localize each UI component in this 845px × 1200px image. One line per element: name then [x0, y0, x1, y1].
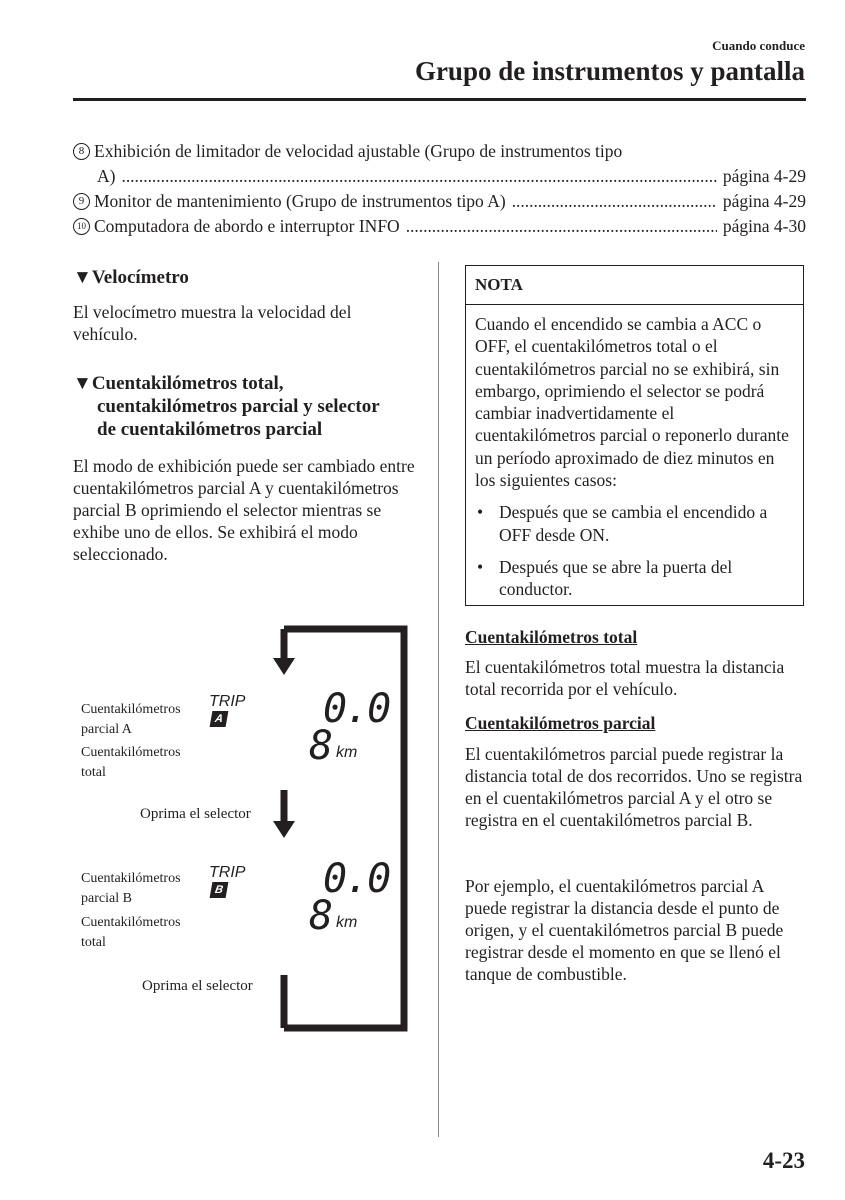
- circled-number-8: 8: [73, 143, 90, 160]
- circled-number-10: 10: [73, 218, 90, 235]
- leader-dots: [512, 189, 717, 214]
- triangle-down-icon: ▼: [73, 373, 92, 394]
- toc-item: [73, 214, 806, 239]
- paragraph: El cuentakilómetros parcial puede registrar la distancia total de dos recorridos. Uno se registra en el cuentakilómetros parcial A y el otro se registra en el cuentakilómetros parcial B.: [465, 744, 803, 830]
- trip-readout: 0.0: [323, 856, 390, 902]
- label-press-selector: Oprima el selector: [140, 806, 251, 822]
- trip-indicator-a: TRIP A: [209, 693, 246, 725]
- trip-indicator-b: TRIP B: [209, 864, 246, 896]
- trip-odometer-diagram: [73, 625, 413, 1035]
- toc-item-text: Monitor de mantenimiento (Grupo de instrumentos tipo A): [94, 191, 506, 211]
- heading-velocimetro: ▼Velocímetro: [73, 267, 189, 288]
- odometer-readout: 8: [309, 723, 334, 769]
- toc-item: [73, 139, 806, 164]
- section-label: Cuando conduce: [712, 38, 805, 53]
- arrow-down-icon: [273, 658, 295, 675]
- note-body: [466, 305, 803, 601]
- label-total: Cuentakilómetros total: [81, 745, 181, 780]
- heading-cuentakilometros: ▼Cuentakilómetros total, cuentakilómetros parcial y selector de cuentakilómetros parcial: [73, 373, 380, 440]
- arrow-down-icon: [273, 821, 295, 838]
- odometer-readout: 8: [309, 893, 334, 939]
- label-press-selector: Oprima el selector: [142, 978, 253, 994]
- toc-item-text: A): [97, 166, 116, 186]
- leader-dots: [121, 164, 716, 189]
- toc-list: [73, 139, 806, 239]
- unit-km: km: [336, 744, 358, 761]
- subheading-total: Cuentakilómetros total: [465, 627, 638, 647]
- note-bullet: • Después que se cambia el encendido a OFF desde ON.: [477, 502, 768, 545]
- paragraph: El velocímetro muestra la velocidad del vehículo.: [73, 302, 352, 344]
- page-number: 4-23: [762, 1148, 805, 1173]
- trip-badge-a: A: [210, 711, 229, 727]
- chapter-title: Grupo de instrumentos y pantalla: [414, 56, 805, 86]
- toc-page-ref: página 4-29: [722, 191, 806, 211]
- label-partial-b: Cuentakilómetros parcial B: [81, 871, 181, 906]
- paragraph: El modo de exhibición puede ser cambiado entre cuentakilómetros parcial A y cuentakilómetros parcial B oprimiendo el selector mientras se exhibe uno de ellos. Se exhibirá el modo seleccionado.: [73, 456, 415, 564]
- note-text: Cuando el encendido se cambia a ACC o OFF, el cuentakilómetros total o el cuentakilómetros parcial no se exhibirá, sin embargo, oprimiendo el selector se podrá cambiar inadvertidamente el cuentakilómetros parcial o reponerlo durante un período aproximado de diez minutos en los siguientes casos:: [475, 314, 789, 491]
- toc-item-continuation: [73, 164, 806, 189]
- leader-dots: [406, 214, 717, 239]
- unit-km: km: [336, 914, 358, 931]
- trip-badge-b: B: [210, 882, 229, 898]
- subheading-parcial: Cuentakilómetros parcial: [465, 713, 656, 733]
- toc-page-ref: página 4-30: [722, 216, 806, 236]
- paragraph: El cuentakilómetros total muestra la distancia total recorrida por el vehículo.: [465, 657, 785, 699]
- toc-item: [73, 189, 806, 214]
- note-box: [465, 265, 804, 606]
- label-total: Cuentakilómetros total: [81, 915, 181, 950]
- note-bullet: • Después que se abre la puerta del conductor.: [477, 556, 733, 600]
- toc-item-text: Computadora de abordo e interruptor INFO: [94, 216, 400, 236]
- label-partial-a: Cuentakilómetros parcial A: [81, 702, 181, 737]
- triangle-down-icon: ▼: [73, 267, 92, 288]
- trip-readout: 0.0: [323, 686, 390, 732]
- toc-item-text: Exhibición de limitador de velocidad ajustable (Grupo de instrumentos tipo: [94, 141, 623, 161]
- header-rule: [73, 98, 806, 101]
- toc-page-ref: página 4-29: [722, 166, 806, 186]
- bullet-icon: •: [477, 556, 484, 577]
- column-divider: [438, 262, 439, 1137]
- paragraph: Por ejemplo, el cuentakilómetros parcial A puede registrar la distancia desde el punto de origen, y el cuentakilómetros parcial B puede registrar desde el momento en que se llenó el tanque de combustible.: [465, 876, 784, 984]
- circled-number-9: 9: [73, 193, 90, 210]
- bullet-icon: •: [477, 502, 484, 523]
- note-title: NOTA: [466, 266, 803, 305]
